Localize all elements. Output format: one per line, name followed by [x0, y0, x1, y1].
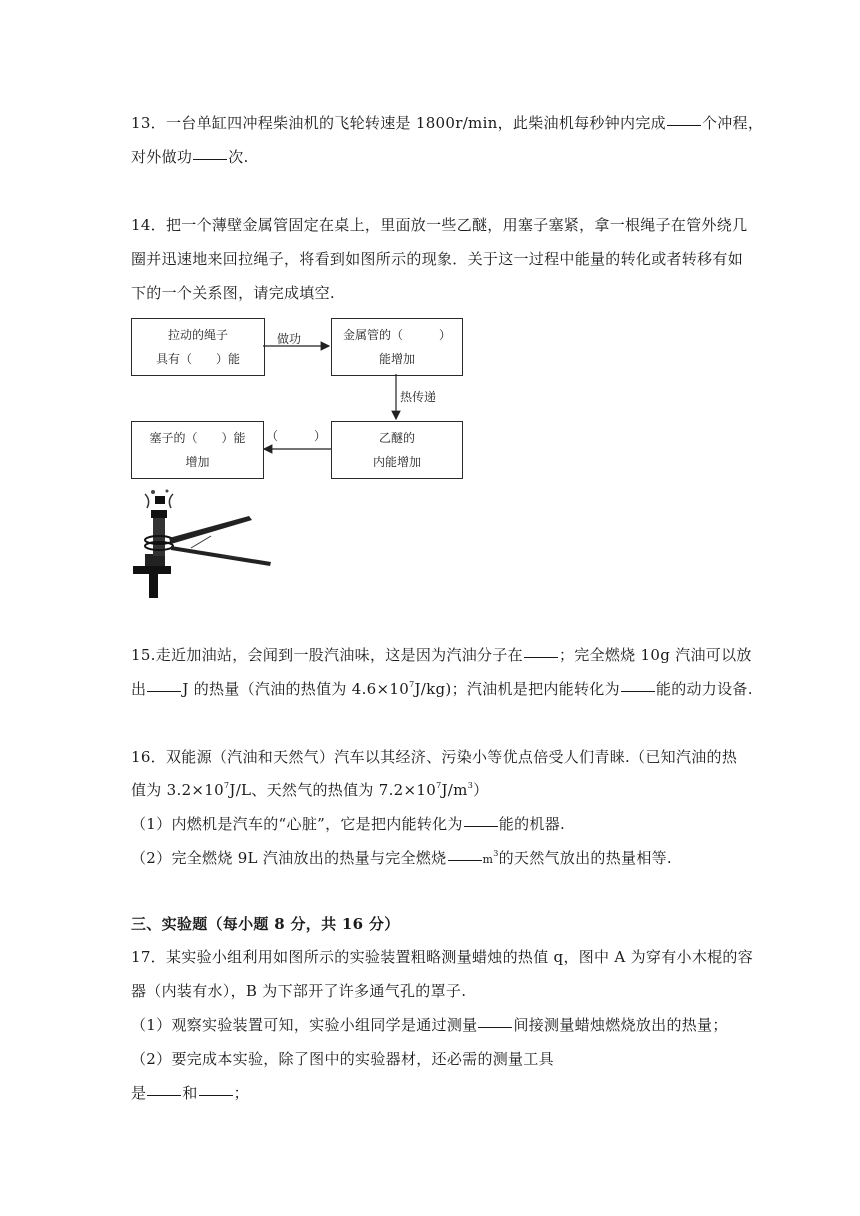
diagram-box-ether: 乙醚的 内能增加	[331, 421, 463, 479]
q17-line1: 17．某实验小组利用如图所示的实验装置粗略测量蜡烛的热值 q，图中 A 为穿有小木棍的容	[131, 948, 754, 966]
answer-blank[interactable]	[464, 825, 498, 827]
q13-line2: 对外做功 次.	[131, 148, 249, 166]
q16-sub2: （2）完全燃烧 9L 汽油放出的热量与完全燃烧 $m^3$的天然气放出的热量相等.	[131, 849, 672, 867]
q15-line1: 15.走近加油站，会闻到一股汽油味，这是因为汽油分子在 ；完全燃烧 10g 汽油可以放	[131, 646, 752, 664]
apparatus-illustration	[131, 488, 281, 600]
q17-sub2-line2: 是 和 ；	[131, 1084, 249, 1102]
q16-sub1: （1）内燃机是汽车的“心脏”，它是把内能转化为 能的机器.	[131, 815, 566, 833]
q17-sub1: （1）观察实验装置可知，实验小组同学是通过测量 间接测量蜡烛燃烧放出的热量；	[131, 1016, 728, 1034]
arrow-label-heat-transfer: 热传递	[400, 390, 437, 404]
answer-blank[interactable]	[199, 1094, 233, 1096]
q16-line2: 值为 $3.2\times 10^7J/L$、天然气的热值为 $7.2\times 10^7J/m^3$）	[131, 781, 489, 799]
diagram-box-rope: 拉动的绳子 具有（ ）能	[131, 318, 265, 376]
answer-blank[interactable]	[524, 656, 558, 658]
q14-line3: 下的一个关系图，请完成填空.	[131, 284, 335, 302]
q14-line1: 14．把一个薄壁金属管固定在桌上，里面放一些乙醚，用塞子塞紧，拿一根绳子在管外绕几	[131, 216, 748, 234]
section-heading: 三、实验题（每小题 8 分，共 16 分）	[131, 915, 400, 933]
q16-line1: 16．双能源（汽油和天然气）汽车以其经济、污染小等优点倍受人们青睐.（已知汽油的热	[131, 748, 738, 766]
arrow-label-blank: （ ）	[266, 429, 327, 443]
diagram-box-stopper: 塞子的（ ）能 增加	[131, 421, 264, 479]
answer-blank[interactable]	[448, 859, 482, 861]
answer-blank[interactable]	[147, 690, 181, 692]
q17-line2: 器（内装有水），B 为下部开了许多通气孔的罩子.	[131, 982, 467, 1000]
q17-sub2: （2）要完成本实验，除了图中的实验器材，还必需的测量工具	[131, 1050, 554, 1068]
answer-blank[interactable]	[147, 1094, 181, 1096]
arrow-label-work: 做功	[277, 332, 302, 346]
q14-line2: 圈并迅速地来回拉绳子，将看到如图所示的现象．关于这一过程中能量的转化或者转移有如	[131, 250, 744, 268]
answer-blank[interactable]	[621, 690, 655, 692]
diagram-box-metal-tube: 金属管的（ ） 能增加	[331, 318, 463, 376]
answer-blank[interactable]	[478, 1026, 512, 1028]
q13-line1: 13．一台单缸四冲程柴油机的飞轮转速是 1800r/min，此柴油机每秒钟内完成 个冲程，	[131, 114, 764, 132]
q15-line2: 出 J 的热量（汽油的热值为 $4.6\times 10^7J/kg$)；汽油机是把内能转化为 能的动力设备.	[131, 680, 753, 698]
